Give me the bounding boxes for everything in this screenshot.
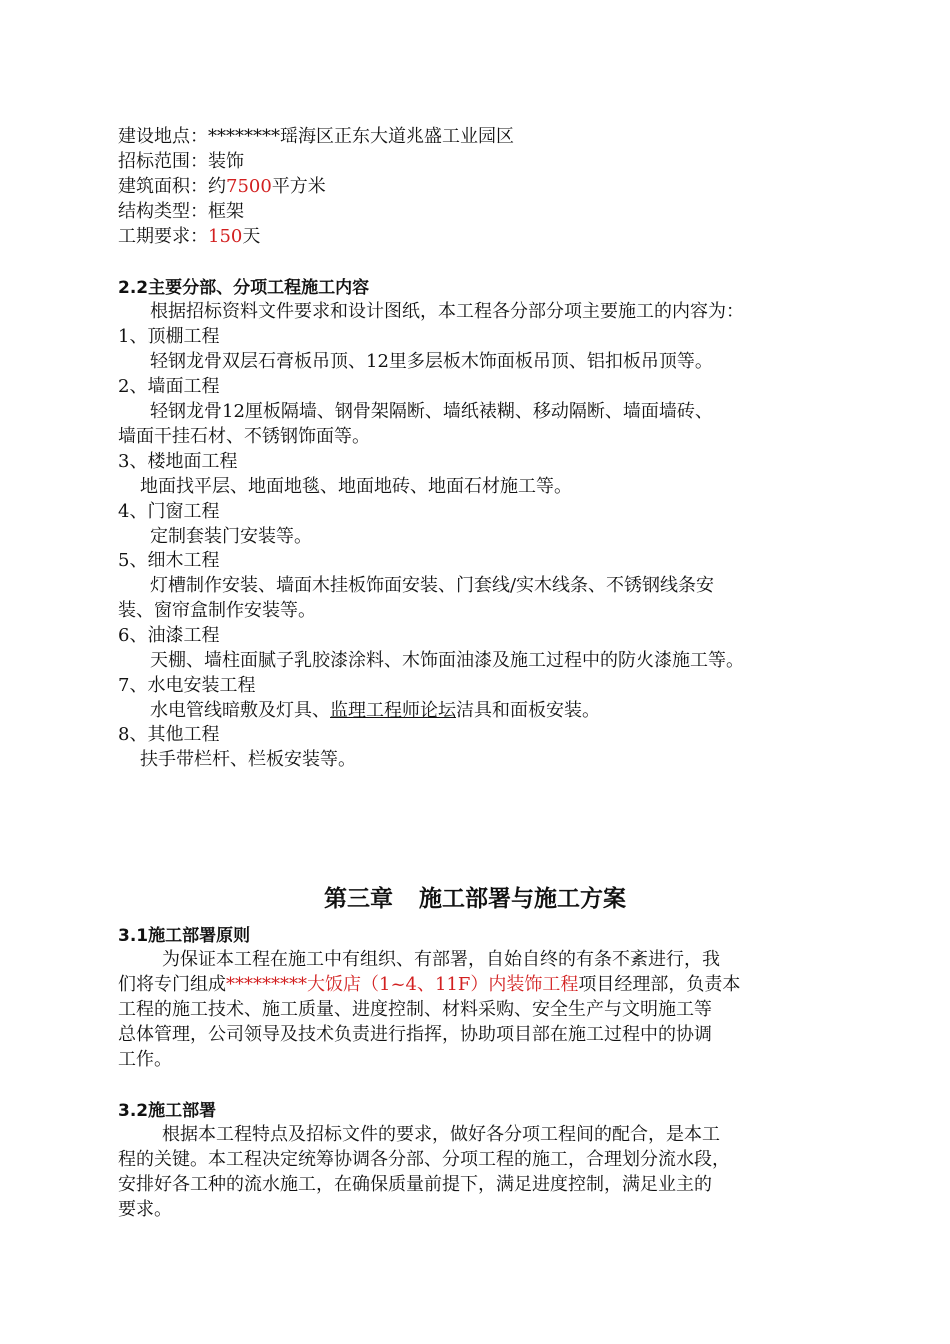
info-scope: 招标范围：装饰 <box>118 151 244 172</box>
item-text: 装、窗帘盒制作安装等。 <box>118 600 316 621</box>
info-area: 建筑面积：约7500平方米 <box>118 176 326 197</box>
item-title: 7、水电安装工程 <box>118 675 256 696</box>
item-text: 天棚、墙柱面腻子乳胶漆涂料、木饰面油漆及施工过程中的防火漆施工等。 <box>150 650 744 671</box>
paragraph-line: 为保证本工程在施工中有组织、有部署，自始自终的有条不紊进行，我 <box>162 949 720 970</box>
chapter-title: 第三章 施工部署与施工方案 <box>324 885 626 912</box>
section-heading-3-2: 3.2施工部署 <box>118 1101 217 1121</box>
item-title: 4、门窗工程 <box>118 501 220 522</box>
item-title: 1、顶棚工程 <box>118 326 220 347</box>
item-text: 定制套装门安装等。 <box>150 526 312 547</box>
item-title: 5、细木工程 <box>118 550 220 571</box>
item-text: 墙面干挂石材、不锈钢饰面等。 <box>118 426 370 447</box>
forum-link[interactable]: 监理工程师论坛 <box>330 700 456 721</box>
item-title: 3、楼地面工程 <box>118 451 238 472</box>
item-text: 水电管线暗敷及灯具、监理工程师论坛洁具和面板安装。 <box>150 700 600 721</box>
paragraph-line: 工作。 <box>118 1049 172 1070</box>
paragraph-line: 安排好各工种的流水施工，在确保质量前提下，满足进度控制，满足业主的 <box>118 1174 712 1195</box>
section-intro: 根据招标资料文件要求和设计图纸，本工程各分部分项主要施工的内容为： <box>150 301 744 322</box>
item-text: 扶手带栏杆、栏板安装等。 <box>140 749 356 770</box>
paragraph-line: 工程的施工技术、施工质量、进度控制、材料采购、安全生产与文明施工等 <box>118 999 712 1020</box>
info-location: 建设地点：********瑶海区正东大道兆盛工业园区 <box>118 126 514 147</box>
item-title: 2、墙面工程 <box>118 376 220 397</box>
info-structure: 结构类型：框架 <box>118 201 244 222</box>
item-text: 灯槽制作安装、墙面木挂板饰面安装、门套线/实木线条、不锈钢线条安 <box>150 575 715 596</box>
paragraph-line: 们将专门组成*********大饭店（1~4、11F）内装饰工程项目经理部，负责本 <box>118 974 741 995</box>
item-title: 6、油漆工程 <box>118 625 220 646</box>
section-heading-3-1: 3.1施工部署原则 <box>118 926 251 946</box>
item-text: 地面找平层、地面地毯、地面地砖、地面石材施工等。 <box>140 476 572 497</box>
item-title: 8、其他工程 <box>118 724 220 745</box>
paragraph-line: 程的关键。本工程决定统筹协调各分部、分项工程的施工，合理划分流水段， <box>118 1149 730 1170</box>
info-duration: 工期要求：150天 <box>118 226 261 247</box>
item-text: 轻钢龙骨12厘板隔墙、钢骨架隔断、墙纸裱糊、移动隔断、墙面墙砖、 <box>150 401 713 422</box>
paragraph-line: 根据本工程特点及招标文件的要求，做好各分项工程间的配合，是本工 <box>162 1124 720 1145</box>
item-text: 轻钢龙骨双层石膏板吊顶、12里多层板木饰面板吊顶、铝扣板吊顶等。 <box>150 351 713 372</box>
section-heading-2-2: 2.2主要分部、分项工程施工内容 <box>118 278 370 298</box>
paragraph-line: 总体管理，公司领导及技术负责进行指挥，协助项目部在施工过程中的协调 <box>118 1024 712 1045</box>
paragraph-line: 要求。 <box>118 1199 172 1220</box>
